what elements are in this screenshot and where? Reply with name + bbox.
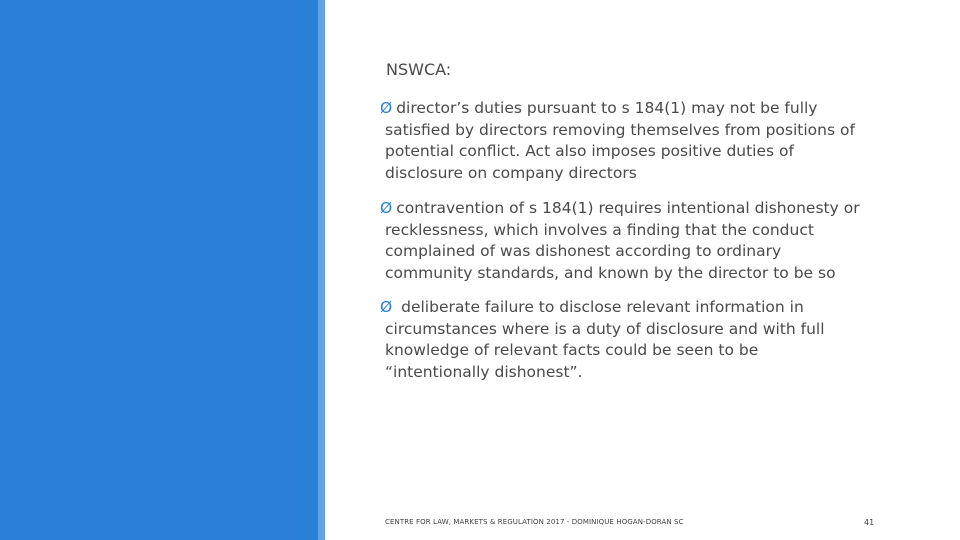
bullet-item (380, 297, 825, 383)
bullet-text-line: recklessness, which involves a finding that the conduct (385, 220, 814, 239)
bullet-item (380, 98, 855, 184)
left-color-panel (0, 0, 318, 540)
slide-footer: CENTRE FOR LAW, MARKETS & REGULATION 2017 - DOMINIQUE HOGAN-DORAN SC (385, 518, 684, 526)
bullet-text-line: circumstances where is a duty of disclosure and with full (385, 319, 825, 338)
bullet-text-line: satisfied by directors removing themselves from positions of (385, 120, 855, 139)
arrow-bullet-icon: Ø (380, 199, 393, 217)
arrow-bullet-icon: Ø (380, 99, 393, 117)
bullet-text-line: “intentionally dishonest”. (385, 362, 583, 381)
bullet-text-line: director’s duties pursuant to s 184(1) may not be fully (396, 99, 818, 117)
bullet-text-line: complained of was dishonest according to ordinary (385, 242, 782, 260)
left-panel-edge (318, 0, 325, 540)
bullet-item (380, 198, 860, 284)
page-number: 41 (864, 518, 875, 527)
bullet-text-line: community standards, and known by the director to be so (385, 263, 836, 282)
bullet-text-line: knowledge of relevant facts could be seen to be (385, 341, 759, 359)
bullet-text-line: contravention of s 184(1) requires intentional dishonesty or (396, 199, 860, 217)
bullet-text-line: potential conflict. Act also imposes positive duties of (385, 142, 794, 160)
bullet-text-line: disclosure on company directors (385, 163, 637, 182)
slide-heading: NSWCA: (386, 60, 452, 79)
arrow-bullet-icon: Ø (380, 298, 393, 316)
bullet-text-line: deliberate failure to disclose relevant information in (396, 298, 804, 316)
